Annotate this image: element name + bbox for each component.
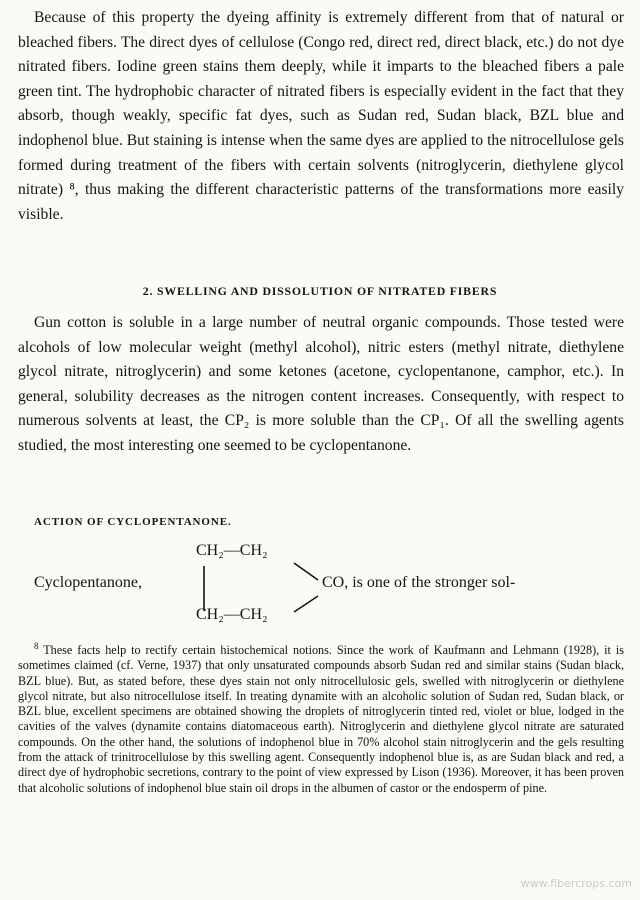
paragraph-gun-cotton-solubility: Gun cotton is soluble in a large number of neutral organic compounds. Those tested were alcohols of low molecular weight (methyl alcohol), nitric esters (methyl nitrate, diethylene glycol nitrate, nitroglycerin) and some ketones (acetone, cyclopentanone, camphor, etc.). In general, solubility decreases as the nitrogen content increases. Consequently, with respect to numerous solvents at least, the CP₂ is more soluble than the CP₁. Of all the swelling agents studied, the most interesting one seemed to be cyclopentanone. — [18, 314, 624, 454]
formula-bottom-group: CH₂—CH₂ — [196, 606, 268, 623]
footnote-marker: 8 — [34, 640, 39, 651]
footnote-text: These facts help to rectify certain histochemical notions. Since the work of Kaufmann and Lehmann (1928), it is sometimes claimed (cf. Verne, 1937) that only unsaturated compounds absorb Sudan red and similar stains (Sudan black, BZL blue). But, as stated before, these dyes stain not only nitrocellulosic gels, swelled with nitroglycerin or diethylene glycol nitrate, but also nitrocellulose itself. In treating dynamite with an alcoholic solution of Sudan red, Sudan black, or BZL blue, excellent specimens are obtained showing the droplets of nitroglycerin tinted red, violet or blue, lodged in the cavities of the valves (dynamite contains diatomaceous earth). Nitroglycerin and diethylene glycol nitrate are saturated compounds. On the other hand, the solutions of indophenol blue in 70% alcohol stain nitroglycerin and the gels resulting from the attack of trinitrocellulose by this swelling agent. Consequently indophenol blue is, as are Sudan black and red, a direct dye of hydrophobic secretions, contrary to the point of view expressed by Lison (1936). Moreover, it has been proven that alcoholic solutions of indophenol blue stain oil drops in the albumen of castor or the endosperm of pine. — [18, 643, 624, 795]
paragraph-dyeing-affinity: Because of this property the dyeing affinity is extremely different from that of natural or bleached fibers. The direct dyes of cellulose (Congo red, direct red, direct black, etc.) do not dye nitrated fibers. Iodine green stains them deeply, while it imparts to the bleached fibers a pale green tint. The hydrophobic character of nitrated fibers is especially evident in the fact that they absorb, though weakly, specific fat dyes, such as Sudan red, Sudan black, BZL blue and indophenol blue. But staining is intense when the same dyes are applied to the nitrocellulose gels formed during treatment of the fibers with certain solvents (nitroglycerin, diethylene glycol nitrate) ⁸, thus making the different characteristic patterns of the transformations more easily visible. — [18, 9, 624, 223]
formula-top-group: CH₂—CH₂ — [196, 542, 268, 559]
section-heading: 2. SWELLING AND DISSOLUTION OF NITRATED FIBERS — [142, 284, 498, 298]
formula-compound-name: Cyclopentanone, — [34, 574, 142, 591]
footnote — [18, 640, 624, 796]
formula-ketone-text: CO, is one of the stronger sol- — [322, 574, 516, 591]
subheading-cyclopentanone: ACTION OF CYCLOPENTANONE. — [34, 516, 232, 528]
watermark: www.fibercrops.com — [520, 877, 632, 890]
